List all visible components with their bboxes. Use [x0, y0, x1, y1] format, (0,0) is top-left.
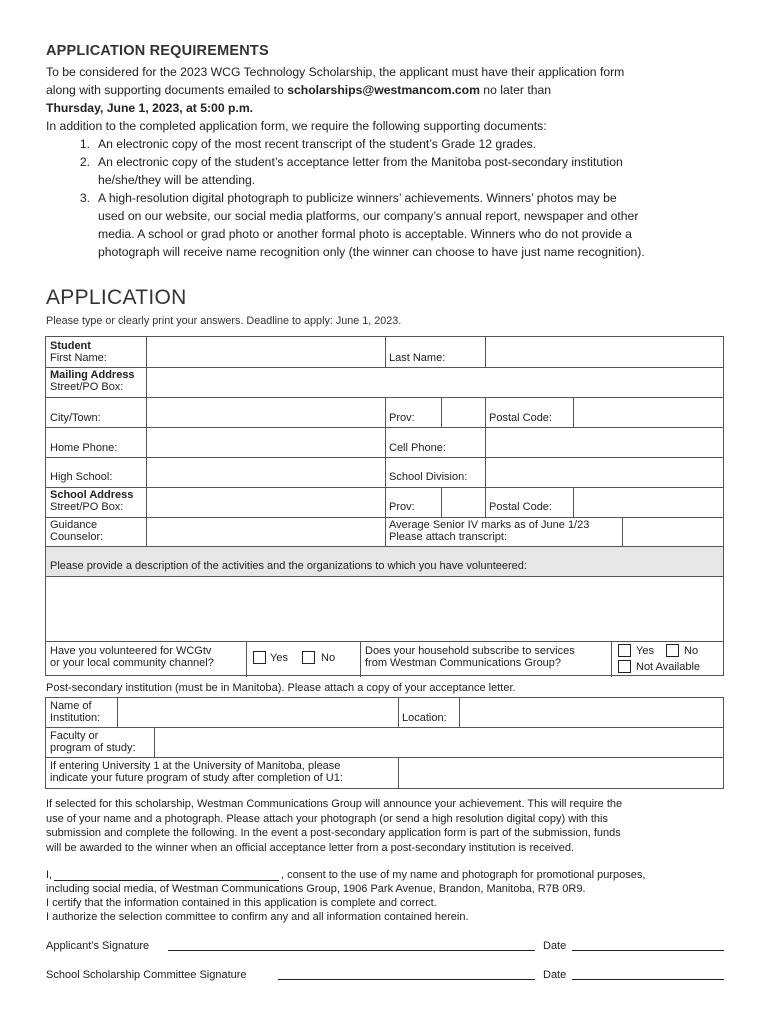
high-school-label: High School: [50, 471, 113, 483]
applicant-date-line[interactable] [572, 950, 724, 951]
wcgtv-line2: or your local community channel? [50, 656, 214, 669]
requirements-heading: APPLICATION REQUIREMENTS [46, 43, 269, 59]
col-divider [485, 487, 486, 517]
col-divider [611, 641, 612, 677]
high-school-field[interactable] [147, 457, 385, 487]
guidance-field[interactable] [147, 517, 385, 546]
cell-phone-field[interactable] [486, 427, 723, 457]
prov-label: Prov: [389, 412, 415, 424]
institution-label [50, 701, 100, 724]
committee-date-line[interactable] [572, 979, 724, 980]
institution-line1: Name of [50, 700, 92, 712]
item-line: An electronic copy of the student’s acceptance letter from the Manitoba post-secondary institution [98, 155, 623, 169]
wcgtv-line1: Have you volunteered for WCGtv [50, 645, 212, 657]
wcgtv-no-label: No [321, 652, 336, 664]
city-field[interactable] [147, 397, 385, 427]
mailing-head: Mailing Address [50, 369, 135, 381]
street-field[interactable] [147, 367, 723, 397]
student-label [50, 341, 107, 364]
deadline: Thursday, June 1, 2023, at 5:00 p.m. [46, 101, 254, 115]
applicant-date-label: Date [543, 940, 567, 952]
school-prov-label: Prov: [389, 501, 415, 513]
requirement-item [79, 153, 623, 189]
cell-phone-label: Cell Phone: [389, 442, 446, 454]
household-no-checkbox[interactable] [666, 644, 679, 657]
institution-field[interactable] [118, 698, 398, 727]
student-head: Student [50, 340, 91, 352]
marks-line2: Please attach transcript: [389, 530, 508, 543]
consent-paragraph [46, 797, 622, 855]
guidance-line1: Guidance [50, 519, 98, 531]
consent-name-line[interactable] [54, 880, 279, 881]
item-line: used on our website, our social media platforms, our company’s annual report, newspaper and other [98, 209, 639, 223]
col-divider [246, 641, 247, 677]
col-divider [385, 457, 386, 487]
household-yes-label: Yes [636, 645, 654, 657]
school-postal-label: Postal Code: [489, 501, 552, 513]
marks-field[interactable] [623, 517, 723, 546]
volunteer-desc-label: Please provide a description of the activities and the organizations to which you have volunteered: [50, 560, 527, 572]
home-phone-label: Home Phone: [50, 442, 118, 454]
wcgtv-no-checkbox[interactable] [302, 651, 315, 664]
item-line: media. A school or grad photo or another formal photo is acceptable. Winners who do not provide a [98, 227, 632, 241]
col-divider [385, 397, 386, 427]
col-divider [385, 427, 386, 457]
item-number: 2. [79, 155, 90, 169]
institution-line2: Institution: [50, 711, 101, 724]
col-divider [385, 487, 386, 517]
school-postal-field[interactable] [574, 487, 723, 517]
requirement-item [79, 189, 645, 261]
prov-field[interactable] [442, 397, 485, 427]
wcgtv-yes-label: Yes [270, 652, 288, 664]
row-divider [46, 641, 723, 642]
col-divider [385, 517, 386, 546]
last-name-label: Last Name: [389, 352, 446, 364]
applicant-signature-line[interactable] [168, 950, 535, 951]
household-no-label: No [684, 645, 699, 657]
location-label: Location: [402, 712, 447, 724]
wcgtv-question [50, 646, 214, 669]
school-prov-field[interactable] [442, 487, 485, 517]
guidance-line2: Counselor: [50, 530, 104, 543]
consent-line: use of your name and a photograph. Please attach your photograph (or send a high resolution digital copy) with this [46, 812, 608, 825]
col-divider [360, 641, 361, 677]
postal-field[interactable] [574, 397, 723, 427]
scholarship-email: scholarships@westmancom.com [287, 83, 480, 97]
applicant-signature-label: Applicant’s Signature [46, 940, 150, 952]
volunteer-description-field[interactable] [47, 577, 723, 640]
item-line: A high-resolution digital photograph to publicize winners’ achievements. Winners’ photos may be [98, 191, 617, 205]
household-na-label: Not Available [636, 661, 701, 673]
application-subtitle: Please type or clearly print your answers. Deadline to apply: June 1, 2023. [46, 315, 402, 327]
home-phone-field[interactable] [147, 427, 385, 457]
u1-program-field[interactable] [399, 757, 723, 788]
first-name-label: First Name: [50, 351, 107, 364]
requirements-intro-line1: To be considered for the 2023 WCG Technology Scholarship, the applicant must have their application form [46, 65, 625, 79]
marks-label [389, 520, 589, 543]
school-address-label [50, 490, 133, 513]
u1-label [50, 761, 343, 784]
requirements-addition: In addition to the completed application form, we require the following supporting documents: [46, 119, 547, 133]
col-divider [398, 698, 399, 727]
first-name-field[interactable] [147, 337, 385, 367]
committee-signature-label: School Scholarship Committee Signature [46, 969, 247, 981]
guidance-label [50, 520, 103, 543]
faculty-line1: Faculty or [50, 730, 99, 742]
city-label: City/Town: [50, 412, 101, 424]
u1-line1: If entering University 1 at the University of Manitoba, please [50, 760, 341, 772]
item-line: he/she/they will be attending. [98, 173, 256, 187]
faculty-label [50, 731, 136, 754]
consent-i-prefix: I, [46, 869, 53, 881]
school-address-head: School Address [50, 489, 134, 501]
requirement-item [79, 135, 537, 153]
application-heading: APPLICATION [46, 286, 187, 309]
intro-post: no later than [479, 83, 552, 97]
item-number: 1. [79, 137, 90, 151]
household-question [365, 646, 575, 669]
col-divider [385, 337, 386, 367]
postal-label: Postal Code: [489, 412, 552, 424]
committee-signature-line[interactable] [278, 979, 535, 980]
item-line: photograph will receive name recognition only (the winner can choose to have just name recognition). [98, 245, 645, 259]
household-line1: Does your household subscribe to services [365, 645, 575, 657]
col-divider [485, 397, 486, 427]
household-line2: from Westman Communications Group? [365, 656, 562, 669]
consent-line-4: I authorize the selection committee to confirm any and all information contained herein. [46, 911, 469, 923]
post-secondary-form [45, 697, 724, 789]
school-division-field[interactable] [486, 457, 723, 487]
item-number: 3. [79, 191, 90, 205]
consent-i-suffix: , consent to the use of my name and photograph for promotional purposes, [281, 869, 646, 881]
u1-line2: indicate your future program of study after completion of U1: [50, 771, 343, 784]
marks-line1: Average Senior IV marks as of June 1/23 [389, 519, 590, 531]
location-field[interactable] [460, 698, 723, 727]
consent-line: If selected for this scholarship, Westman Communications Group will announce your achievement. This will require the [46, 798, 623, 810]
mailing-label [50, 370, 135, 393]
household-na-checkbox[interactable] [618, 660, 631, 673]
post-secondary-note: Post-secondary institution (must be in Manitoba). Please attach a copy of your acceptance letter. [46, 682, 516, 694]
school-division-label: School Division: [389, 471, 468, 483]
intro-pre: along with supporting documents emailed to [46, 83, 288, 97]
application-form [45, 336, 724, 676]
faculty-field[interactable] [155, 727, 723, 757]
school-street-field[interactable] [147, 487, 385, 517]
consent-line: will be awarded to the winner when an official acceptance letter from a post-secondary institution is received. [46, 841, 575, 854]
household-yes-checkbox[interactable] [618, 644, 631, 657]
school-street-label: Street/PO Box: [50, 500, 124, 513]
requirements-intro-line2 [46, 81, 551, 99]
consent-line: submission and complete the following. In the event a post-secondary application form is part of the submission, funds [46, 827, 621, 839]
faculty-line2: program of study: [50, 741, 136, 754]
committee-date-label: Date [543, 969, 567, 981]
street-label: Street/PO Box: [50, 380, 124, 393]
consent-line-2: including social media, of Westman Communications Group, 1906 Park Avenue, Brandon, Manitoba, R7B 0R9. [46, 883, 586, 895]
wcgtv-yes-checkbox[interactable] [253, 651, 266, 664]
consent-line-3: I certify that the information contained in this application is complete and correct. [46, 897, 437, 909]
item-line: An electronic copy of the most recent transcript of the student’s Grade 12 grades. [98, 137, 537, 151]
last-name-field[interactable] [486, 337, 723, 367]
